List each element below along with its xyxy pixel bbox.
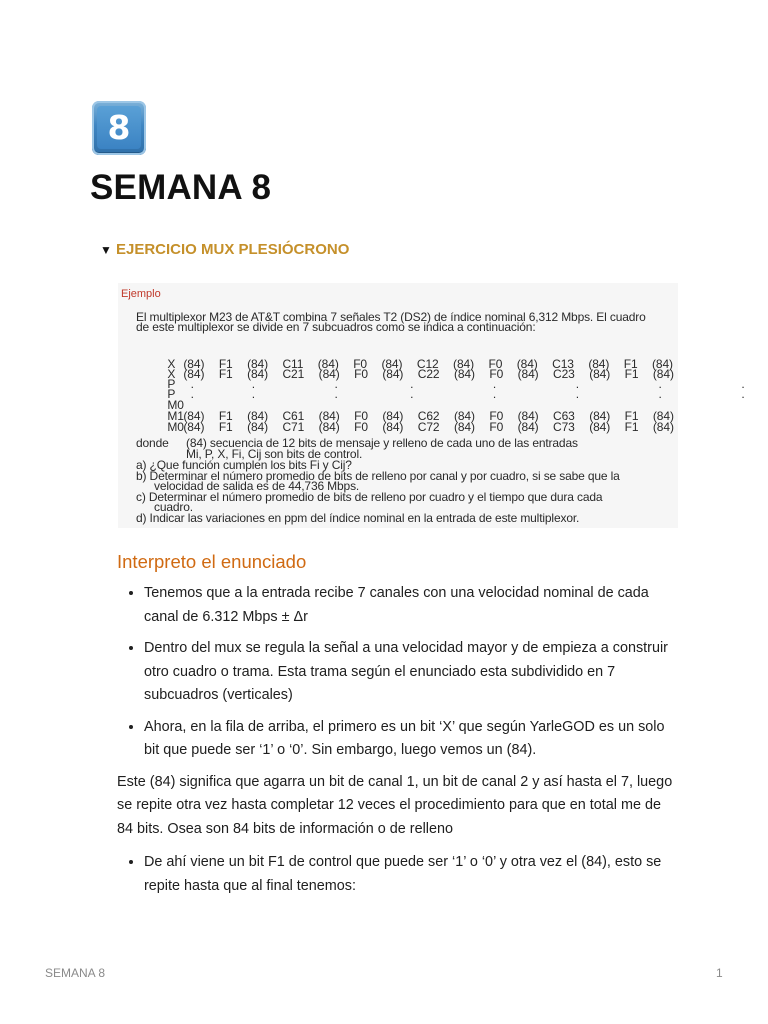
footer-title: SEMANA 8 bbox=[45, 966, 106, 980]
question-a: a) ¿Que función cumplen los bits Fi y Cij? bbox=[136, 458, 352, 472]
question-d: d) Indicar las variaciones en ppm del índice nominal en la entrada de este multiplexor. bbox=[136, 511, 580, 525]
question-c: c) Determinar el número promedio de bits de relleno por cuadro y el tiempo que dura cada bbox=[136, 490, 603, 504]
frame-row-label: X bbox=[167, 367, 176, 381]
frame-row-label: P bbox=[167, 387, 176, 401]
list-item: • Tenemos que a la entrada recibe 7 canales con una velocidad nominal de cada canal de 6.312 Mbps ± Δr bbox=[144, 582, 677, 629]
question-b-cont: velocidad de salida es de 44,736 Mbps. bbox=[154, 479, 360, 493]
frame-row-cells: (84) F1 (84) C11 (84) F0 (84) C12 (84) F0 (84) C13 (84) F1 (84) bbox=[183, 357, 673, 371]
frame-row-cells: (84) F1 (84) C21 (84) F0 (84) C22 (84) F0 (84) C23 (84) F1 (84) bbox=[183, 367, 674, 381]
donde-line: Mi, P, X, Fi, Cij son bits de control. bbox=[186, 447, 363, 461]
scan-intro-line: El multiplexor M23 de AT&T combina 7 señales T2 (DS2) de índice nominal 6,312 Mbps. El cuadro bbox=[136, 310, 646, 324]
frame-row-label: X bbox=[167, 357, 176, 371]
list-item: • De ahí viene un bit F1 de control que puede ser ‘1’ o ‘0’ y otra vez el (84), esto se repite hasta que al final tenemos: bbox=[144, 851, 677, 898]
bullet-list bbox=[117, 851, 677, 898]
frame-row-label: M1 bbox=[167, 409, 184, 423]
toggle-ejercicio[interactable] bbox=[100, 241, 349, 258]
scan-heading: Ejemplo bbox=[121, 288, 161, 300]
page-title: SEMANA 8 bbox=[90, 168, 272, 207]
frame-row-label: M0 bbox=[167, 398, 184, 412]
list-item: • Dentro del mux se regula la señal a una velocidad mayor y de empieza a construir otro cuadro o trama. Esta trama según el enunciado esta subdividido en 7 subcuadros (verticales) bbox=[144, 637, 677, 708]
frame-row-cells: (84) F1 (84) C71 (84) F0 (84) C72 (84) F0 (84) C73 (84) F1 (84) bbox=[183, 420, 674, 434]
frame-row-label: P bbox=[167, 377, 176, 391]
caret-down-icon[interactable]: ▼ bbox=[100, 242, 112, 257]
bullet-list bbox=[117, 582, 677, 763]
frame-row-cells: . . . . . . . . bbox=[183, 387, 745, 401]
question-b: b) Determinar el número promedio de bits de relleno por canal y por cuadro, si se sabe que la bbox=[136, 469, 620, 483]
content-body bbox=[117, 582, 677, 906]
toggle-label[interactable]: EJERCICIO MUX PLESIÓCRONO bbox=[116, 241, 350, 258]
section-heading: Interpreto el enunciado bbox=[117, 551, 307, 572]
donde-line: (84) secuencia de 12 bits de mensaje y relleno de cada uno de las entradas bbox=[186, 436, 578, 450]
exercise-scan-image bbox=[118, 283, 745, 528]
scan-intro-line: de este multiplexor se divide en 7 subcuadros como se indica a continuación: bbox=[136, 320, 536, 334]
scan-intro bbox=[136, 312, 676, 332]
donde-label: donde bbox=[136, 436, 169, 450]
question-c-cont: cuadro. bbox=[154, 500, 193, 514]
list-item: • Ahora, en la fila de arriba, el primero es un bit ‘X’ que según YarleGOD es un solo bit que puede ser ‘1’ o ‘0’. Sin embargo, luego vemos un (84). bbox=[144, 716, 677, 763]
page-number: 1 bbox=[716, 966, 723, 980]
frame-row-cells: . . . . . . . . bbox=[183, 377, 745, 391]
frame-row-cells: (84) F1 (84) C61 (84) F0 (84) C62 (84) F0 (84) C63 (84) F1 (84) bbox=[183, 409, 674, 423]
paragraph: Este (84) significa que agarra un bit de canal 1, un bit de canal 2 y así hasta el 7, luego se repite otra vez hasta completar 12 veces el procedimiento para que en total me de 84 bits. Osea son 84 bits de información o de relleno bbox=[117, 773, 673, 837]
frame-row-label: M0 bbox=[167, 420, 184, 434]
keycap-number: 8 bbox=[97, 106, 141, 149]
keycap-8-icon bbox=[92, 101, 146, 155]
